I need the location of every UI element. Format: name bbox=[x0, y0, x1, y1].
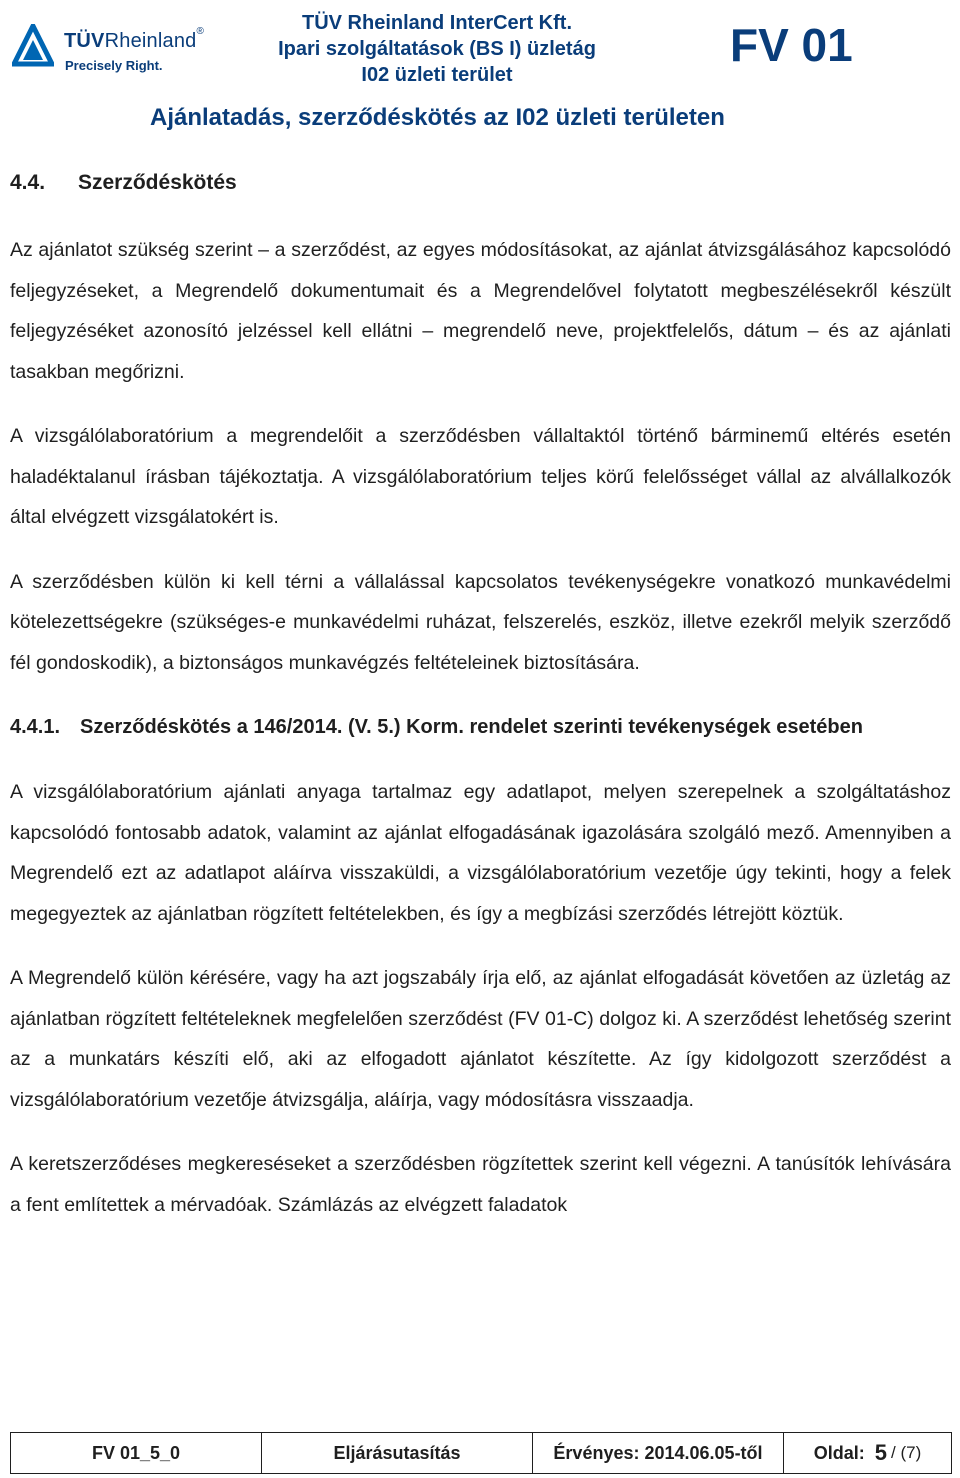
company-block bbox=[262, 10, 612, 88]
paragraph: A vizsgálólaboratórium ajánlati anyaga tartalmaz egy adatlapot, melyen szerepelnek a szolgáltatáshoz kapcsolódó fontosabb adatok, valamint az ajánlat elfogadásának igazolására szolgáló mező. Amennyiben a Megrendelő ezt az adatlapot aláírva visszaküldi, a vizsgálólaboratórium vezetője úgy tekinti, hogy a felek megegyeztek az ajánlatban rögzített feltételekben, és így a megbízási szerződés létrejött köztük. bbox=[10, 781, 951, 925]
paragraph: A keretszerződéses megkereséseket a szerződésben rögzítettek szerint kell végezni. A tanúsítók lehívására a fent említettek a mérvadóak. Számlázás az elvégzett faladatok bbox=[10, 1153, 951, 1216]
paragraph: A Megrendelő külön kérésére, vagy ha azt jogszabály írja elő, az ajánlat elfogadását követően az üzletág az ajánlatban rögzített feltételeknek megfelelően szerződést (FV 01-C) dolgoz ki. A szerződést lehetőség szerint az a munkatárs készíti elő, aki az elfogadott ajánlatot készítette. Az így kidolgozott szerződést a vizsgálólaboratórium vezetője átvizsgálja, aláírja, vagy módosításra visszaadja. bbox=[10, 967, 951, 1111]
footer-page-info bbox=[784, 1433, 951, 1473]
tuv-logo bbox=[8, 18, 208, 78]
subsection-heading bbox=[10, 707, 951, 748]
paragraph: A szerződésben külön ki kell térni a vállalással kapcsolatos tevékenységekre vonatkozó munkavédelmi kötelezettségekre (szükséges-e munkavédelmi ruházat, felszerelés, eszköz, illetve ezekről melyik szerződő fél gondoskodik), a biztonságos munkavégzés feltételeinek biztosítására. bbox=[10, 570, 951, 674]
section-heading bbox=[10, 160, 951, 206]
logo-wordmark: TÜVRheinland® bbox=[64, 26, 205, 52]
page-footer bbox=[10, 1432, 952, 1474]
subsection-title: Szerződéskötés a 146/2014. (V. 5.) Korm. rendelet szerinti tevékenységek esetében bbox=[80, 716, 863, 738]
company-name: TÜV Rheinland InterCert Kft. bbox=[301, 12, 572, 34]
footer-doc-type: Eljárásutasítás bbox=[262, 1433, 533, 1473]
footer-valid-date: Érvényes: 2014.06.05-től bbox=[533, 1433, 784, 1473]
document-body bbox=[10, 160, 951, 1249]
subsection-number: 4.4.1. bbox=[10, 716, 61, 738]
page-total: / (7) bbox=[891, 1443, 922, 1462]
business-area: I02 üzleti terület bbox=[361, 64, 513, 86]
document-id: FV 01 bbox=[730, 19, 853, 71]
page-label: Oldal: bbox=[813, 1442, 865, 1463]
paragraph: A vizsgálólaboratórium a megrendelőit a szerződésben vállaltaktól történő bárminemű eltérés esetén haladéktalanul írásban tájékoztatja. A vizsgálólaboratórium teljes körű felelősséget vállal az alvállalkozók által elvégzett vizsgálatokért is. bbox=[10, 425, 951, 528]
logo-tagline: Precisely Right. bbox=[65, 58, 163, 73]
business-line: Ipari szolgáltatások (BS I) üzletág bbox=[278, 38, 596, 60]
page-number: 5 bbox=[874, 1440, 888, 1465]
tuv-triangle-icon bbox=[12, 24, 54, 68]
page-header bbox=[0, 0, 960, 140]
footer-doc-code: FV 01_5_0 bbox=[11, 1433, 262, 1473]
section-number: 4.4. bbox=[10, 171, 46, 194]
section-title: Szerződéskötés bbox=[78, 171, 237, 194]
document-subtitle: Ajánlatadás, szerződéskötés az I02 üzleti területen bbox=[150, 104, 725, 131]
paragraph: Az ajánlatot szükség szerint – a szerződést, az egyes módosításokat, az ajánlat átvizsgálásához kapcsolódó feljegyzéseket, a Megrendelő dokumentumait és a Megrendelővel folytatott megbeszélésekről készült feljegyzéséket azonosító jelzéssel kell ellátni – megrendelő neve, projektfelelős, dátum – és az ajánlati tasakban megőrizni. bbox=[10, 239, 951, 383]
